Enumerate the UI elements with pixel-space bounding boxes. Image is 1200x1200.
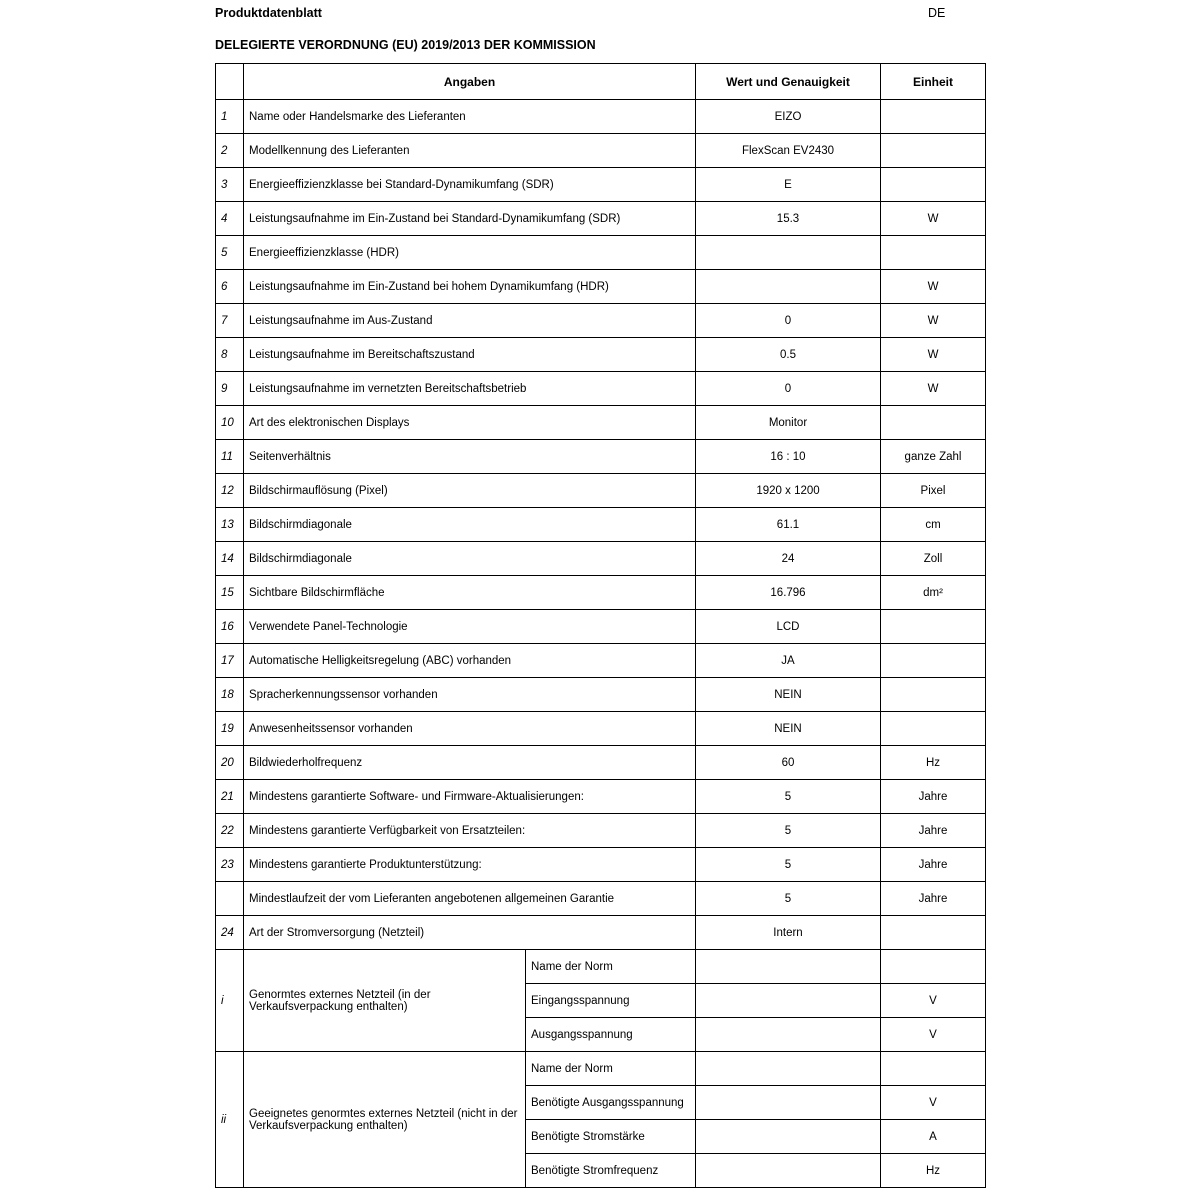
row-label: Mindestlaufzeit der vom Lieferanten angebotenen allgemeinen Garantie: [244, 882, 696, 916]
subrow-value: [696, 1052, 881, 1086]
row-unit: W: [881, 270, 986, 304]
table-row: [216, 848, 986, 882]
table-row: [216, 576, 986, 610]
row-label: Bildschirmdiagonale: [244, 542, 696, 576]
row-label: Leistungsaufnahme im Bereitschaftszustand: [244, 338, 696, 372]
row-value: LCD: [696, 610, 881, 644]
row-unit: cm: [881, 508, 986, 542]
page-title: Produktdatenblatt: [215, 6, 322, 20]
table-row: [216, 270, 986, 304]
subrow-value: [696, 1018, 881, 1052]
row-number: 20: [216, 746, 244, 780]
row-number: 16: [216, 610, 244, 644]
row-value: 5: [696, 848, 881, 882]
row-number: 22: [216, 814, 244, 848]
row-unit: W: [881, 338, 986, 372]
row-value: 16.796: [696, 576, 881, 610]
row-label: Bildwiederholfrequenz: [244, 746, 696, 780]
subrow-value: [696, 1120, 881, 1154]
row-label: Name oder Handelsmarke des Lieferanten: [244, 100, 696, 134]
row-value: EIZO: [696, 100, 881, 134]
table-row: [216, 474, 986, 508]
row-number: 15: [216, 576, 244, 610]
table-row: [216, 202, 986, 236]
table-subrow: [216, 1052, 986, 1086]
row-number: [216, 882, 244, 916]
table-row: [216, 508, 986, 542]
row-unit: W: [881, 202, 986, 236]
row-value: 24: [696, 542, 881, 576]
row-number: 13: [216, 508, 244, 542]
row-label: Automatische Helligkeitsregelung (ABC) vorhanden: [244, 644, 696, 678]
table-row: [216, 134, 986, 168]
row-number: 10: [216, 406, 244, 440]
regulation-subtitle: DELEGIERTE VERORDNUNG (EU) 2019/2013 DER KOMMISSION: [215, 38, 596, 52]
group-label: Geeignetes genormtes externes Netzteil (nicht in der Verkaufsverpackung enthalten): [244, 1052, 526, 1188]
row-number: 7: [216, 304, 244, 338]
subrow-unit: [881, 950, 986, 984]
row-value: JA: [696, 644, 881, 678]
row-unit: [881, 712, 986, 746]
table-row: [216, 814, 986, 848]
row-unit: Jahre: [881, 882, 986, 916]
row-value: 1920 x 1200: [696, 474, 881, 508]
row-unit: Hz: [881, 746, 986, 780]
table-row: [216, 610, 986, 644]
row-number: 3: [216, 168, 244, 202]
subrow-label: Ausgangsspannung: [526, 1018, 696, 1052]
row-unit: [881, 100, 986, 134]
subrow-label: Benötigte Stromfrequenz: [526, 1154, 696, 1188]
table-header-row: [216, 64, 986, 100]
row-number: 18: [216, 678, 244, 712]
row-unit: [881, 134, 986, 168]
row-label: Verwendete Panel-Technologie: [244, 610, 696, 644]
row-label: Art der Stromversorgung (Netzteil): [244, 916, 696, 950]
row-label: Modellkennung des Lieferanten: [244, 134, 696, 168]
subrow-label: Benötigte Stromstärke: [526, 1120, 696, 1154]
row-value: 5: [696, 882, 881, 916]
language-code: DE: [928, 6, 946, 20]
subrow-unit: V: [881, 984, 986, 1018]
table-subrow: [216, 950, 986, 984]
row-label: Mindestens garantierte Software- und Firmware-Aktualisierungen:: [244, 780, 696, 814]
row-unit: W: [881, 372, 986, 406]
row-unit: Zoll: [881, 542, 986, 576]
header-number: [216, 64, 244, 100]
row-unit: [881, 406, 986, 440]
row-number: 1: [216, 100, 244, 134]
row-number: 5: [216, 236, 244, 270]
row-number: 19: [216, 712, 244, 746]
subrow-value: [696, 950, 881, 984]
table-row: [216, 542, 986, 576]
row-number: 6: [216, 270, 244, 304]
row-unit: [881, 168, 986, 202]
table-row: [216, 746, 986, 780]
row-value: 5: [696, 814, 881, 848]
row-number: 24: [216, 916, 244, 950]
row-label: Anwesenheitssensor vorhanden: [244, 712, 696, 746]
table-row: [216, 916, 986, 950]
table-row: [216, 168, 986, 202]
table-row: [216, 712, 986, 746]
row-number: 8: [216, 338, 244, 372]
table-row: [216, 236, 986, 270]
table-row: [216, 406, 986, 440]
row-label: Leistungsaufnahme im Aus-Zustand: [244, 304, 696, 338]
row-unit: dm²: [881, 576, 986, 610]
row-value: E: [696, 168, 881, 202]
row-unit: Jahre: [881, 814, 986, 848]
subrow-label: Eingangsspannung: [526, 984, 696, 1018]
table-row: [216, 440, 986, 474]
row-label: Spracherkennungssensor vorhanden: [244, 678, 696, 712]
row-value: Intern: [696, 916, 881, 950]
row-label: Leistungsaufnahme im Ein-Zustand bei Standard-Dynamikumfang (SDR): [244, 202, 696, 236]
row-value: 60: [696, 746, 881, 780]
row-value: 5: [696, 780, 881, 814]
table-row: [216, 372, 986, 406]
table-row: [216, 780, 986, 814]
table-body: [216, 100, 986, 1188]
table-row: [216, 338, 986, 372]
row-value: FlexScan EV2430: [696, 134, 881, 168]
subrow-unit: [881, 1052, 986, 1086]
header-angaben: Angaben: [244, 64, 696, 100]
row-value: NEIN: [696, 678, 881, 712]
row-number: 11: [216, 440, 244, 474]
row-number: 17: [216, 644, 244, 678]
header-einheit: Einheit: [881, 64, 986, 100]
row-value: 0: [696, 372, 881, 406]
row-number: 2: [216, 134, 244, 168]
subrow-value: [696, 1154, 881, 1188]
row-value: 61.1: [696, 508, 881, 542]
row-unit: [881, 644, 986, 678]
header-wert: Wert und Genauigkeit: [696, 64, 881, 100]
row-unit: [881, 236, 986, 270]
row-value: 15.3: [696, 202, 881, 236]
subrow-label: Name der Norm: [526, 1052, 696, 1086]
row-label: Bildschirmdiagonale: [244, 508, 696, 542]
row-value: [696, 236, 881, 270]
row-number: 21: [216, 780, 244, 814]
row-number: 9: [216, 372, 244, 406]
row-value: 16 : 10: [696, 440, 881, 474]
subrow-label: Benötigte Ausgangsspannung: [526, 1086, 696, 1120]
row-label: Mindestens garantierte Produktunterstützung:: [244, 848, 696, 882]
row-unit: [881, 916, 986, 950]
group-number: ii: [216, 1052, 244, 1188]
row-number: 4: [216, 202, 244, 236]
subrow-value: [696, 1086, 881, 1120]
row-value: Monitor: [696, 406, 881, 440]
row-label: Energieeffizienzklasse bei Standard-Dynamikumfang (SDR): [244, 168, 696, 202]
row-label: Art des elektronischen Displays: [244, 406, 696, 440]
row-label: Leistungsaufnahme im Ein-Zustand bei hohem Dynamikumfang (HDR): [244, 270, 696, 304]
table-row: [216, 882, 986, 916]
product-datasheet-table: [215, 63, 986, 1188]
row-unit: Jahre: [881, 780, 986, 814]
subrow-label: Name der Norm: [526, 950, 696, 984]
row-unit: [881, 610, 986, 644]
row-value: 0: [696, 304, 881, 338]
group-number: i: [216, 950, 244, 1052]
row-value: NEIN: [696, 712, 881, 746]
row-label: Leistungsaufnahme im vernetzten Bereitschaftsbetrieb: [244, 372, 696, 406]
row-label: Seitenverhältnis: [244, 440, 696, 474]
row-unit: Pixel: [881, 474, 986, 508]
table-row: [216, 644, 986, 678]
row-number: 14: [216, 542, 244, 576]
row-number: 23: [216, 848, 244, 882]
table-row: [216, 304, 986, 338]
row-unit: [881, 678, 986, 712]
row-label: Sichtbare Bildschirmfläche: [244, 576, 696, 610]
subrow-unit: V: [881, 1018, 986, 1052]
subrow-unit: A: [881, 1120, 986, 1154]
row-label: Bildschirmauflösung (Pixel): [244, 474, 696, 508]
row-label: Mindestens garantierte Verfügbarkeit von Ersatzteilen:: [244, 814, 696, 848]
subrow-unit: Hz: [881, 1154, 986, 1188]
row-unit: W: [881, 304, 986, 338]
group-label: Genormtes externes Netzteil (in der Verkaufsverpackung enthalten): [244, 950, 526, 1052]
subrow-unit: V: [881, 1086, 986, 1120]
row-unit: ganze Zahl: [881, 440, 986, 474]
row-number: 12: [216, 474, 244, 508]
table-row: [216, 100, 986, 134]
subrow-value: [696, 984, 881, 1018]
row-value: 0.5: [696, 338, 881, 372]
row-label: Energieeffizienzklasse (HDR): [244, 236, 696, 270]
row-value: [696, 270, 881, 304]
table-row: [216, 678, 986, 712]
row-unit: Jahre: [881, 848, 986, 882]
